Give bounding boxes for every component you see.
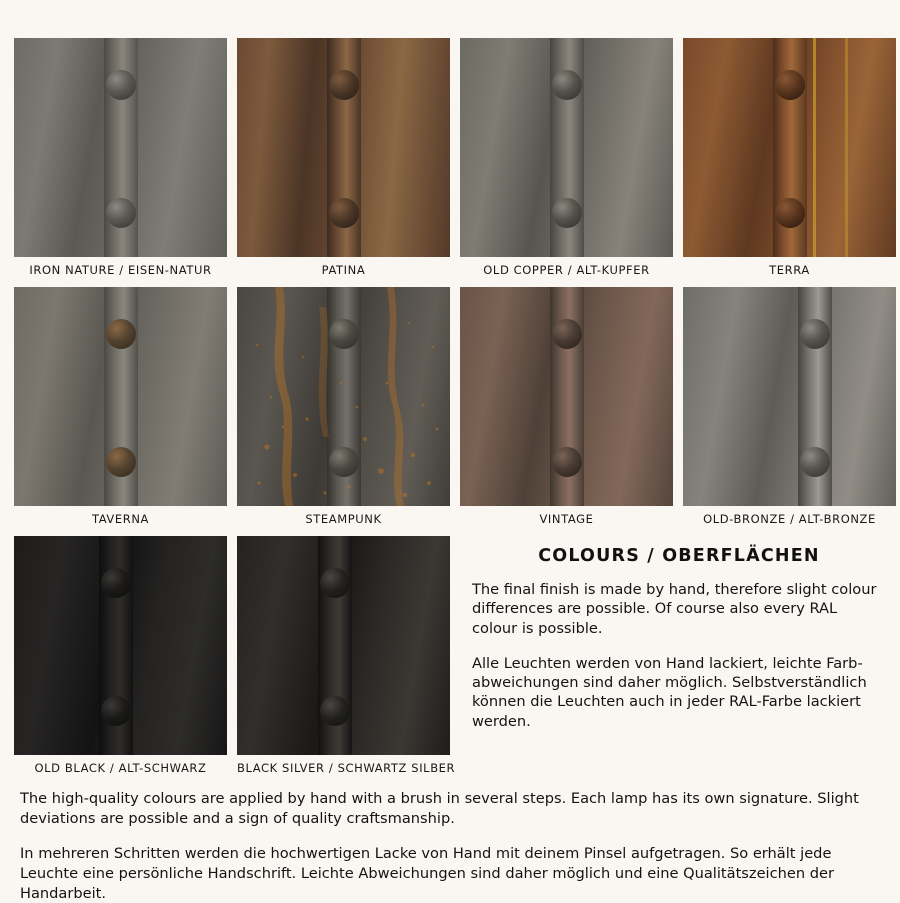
rivet-icon xyxy=(329,198,359,228)
swatch-cell-taverna[interactable] xyxy=(14,287,227,536)
gold-streak xyxy=(845,38,848,257)
swatch-caption: OLD COPPER / ALT-KUPFER xyxy=(483,263,650,277)
swatch-image-black-silver xyxy=(237,536,450,755)
rivet-icon xyxy=(552,70,582,100)
swatch-image-terra xyxy=(683,38,896,257)
panel-title: COLOURS / OBERFLÄCHEN xyxy=(538,546,820,566)
swatch-cell-terra[interactable] xyxy=(683,38,896,287)
rivet-icon xyxy=(101,696,131,726)
swatch-cell-old-bronze[interactable] xyxy=(683,287,896,536)
swatch-image-old-copper xyxy=(460,38,673,257)
swatch-image-vintage xyxy=(460,287,673,506)
swatch-caption: OLD BLACK / ALT-SCHWARZ xyxy=(34,761,207,775)
swatch-cell-iron-nature[interactable] xyxy=(14,38,227,287)
rivet-icon xyxy=(552,198,582,228)
swatch-image-steampunk xyxy=(237,287,450,506)
rivet-icon xyxy=(106,319,136,349)
swatch-caption: STEAMPUNK xyxy=(305,512,382,526)
colours-info-panel xyxy=(460,536,886,747)
swatch-caption: OLD-BRONZE / ALT-BRONZE xyxy=(703,512,876,526)
rivet-icon xyxy=(106,70,136,100)
rivet-icon xyxy=(101,568,131,598)
rivet-icon xyxy=(775,198,805,228)
gold-streak xyxy=(813,38,816,257)
swatch-cell-vintage[interactable] xyxy=(460,287,673,536)
swatch-image-old-black xyxy=(14,536,227,755)
swatch-image-patina xyxy=(237,38,450,257)
footer-paragraph-en: The high-quality colours are applied by hand with a brush in several steps. Each lamp has its own signature. Slight deviations are possible and a sign of quality craftsmanship. xyxy=(20,790,859,827)
footer-text xyxy=(14,789,886,903)
footer-paragraph-de: In mehreren Schritten werden die hochwertigen Lacke von Hand mit deinem Pinsel aufgetragen. So erhält jede Leuchte eine persönliche Handschrift. Leichte Abweichungen sind daher möglich und eine Qualitätszeichen der Handarbeit. xyxy=(20,845,834,902)
rivet-icon xyxy=(106,198,136,228)
panel-paragraph-en: The final finish is made by hand, therefore slight colour differences are possible. Of course also every RAL colour is possible. xyxy=(472,581,877,637)
swatch-caption: TAVERNA xyxy=(91,512,150,526)
swatch-grid-row-3 xyxy=(14,536,886,785)
rivet-icon xyxy=(775,70,805,100)
rivet-icon xyxy=(552,447,582,477)
swatch-caption: TERRA xyxy=(769,263,810,277)
rivet-icon xyxy=(320,696,350,726)
rivet-icon xyxy=(329,70,359,100)
swatch-caption: PATINA xyxy=(321,263,366,277)
swatch-caption: BLACK SILVER / SCHWARTZ SILBER xyxy=(237,761,456,775)
swatch-image-taverna xyxy=(14,287,227,506)
swatch-cell-old-black[interactable] xyxy=(14,536,227,785)
swatch-caption: VINTAGE xyxy=(539,512,594,526)
swatch-caption: IRON NATURE / EISEN-NATUR xyxy=(29,263,212,277)
rivet-icon xyxy=(552,319,582,349)
swatch-cell-steampunk[interactable] xyxy=(237,287,450,536)
swatch-cell-old-copper[interactable] xyxy=(460,38,673,287)
swatch-image-iron-nature xyxy=(14,38,227,257)
rivet-icon xyxy=(800,447,830,477)
rivet-icon xyxy=(106,447,136,477)
swatch-image-old-bronze xyxy=(683,287,896,506)
rivet-icon xyxy=(329,447,359,477)
panel-paragraph-de: Alle Leuchten werden von Hand lackiert, leichte Farb-abweichungen sind daher möglich. Selbstverständlich können die Leuchten auch in jeder RAL-Farbe lackiert werden. xyxy=(472,654,867,730)
rivet-icon xyxy=(320,568,350,598)
rivet-icon xyxy=(800,319,830,349)
swatch-cell-black-silver[interactable] xyxy=(237,536,456,785)
swatch-grid-row-1 xyxy=(14,38,886,287)
swatch-grid-row-2 xyxy=(14,287,886,536)
swatch-cell-patina[interactable] xyxy=(237,38,450,287)
rivet-icon xyxy=(329,319,359,349)
